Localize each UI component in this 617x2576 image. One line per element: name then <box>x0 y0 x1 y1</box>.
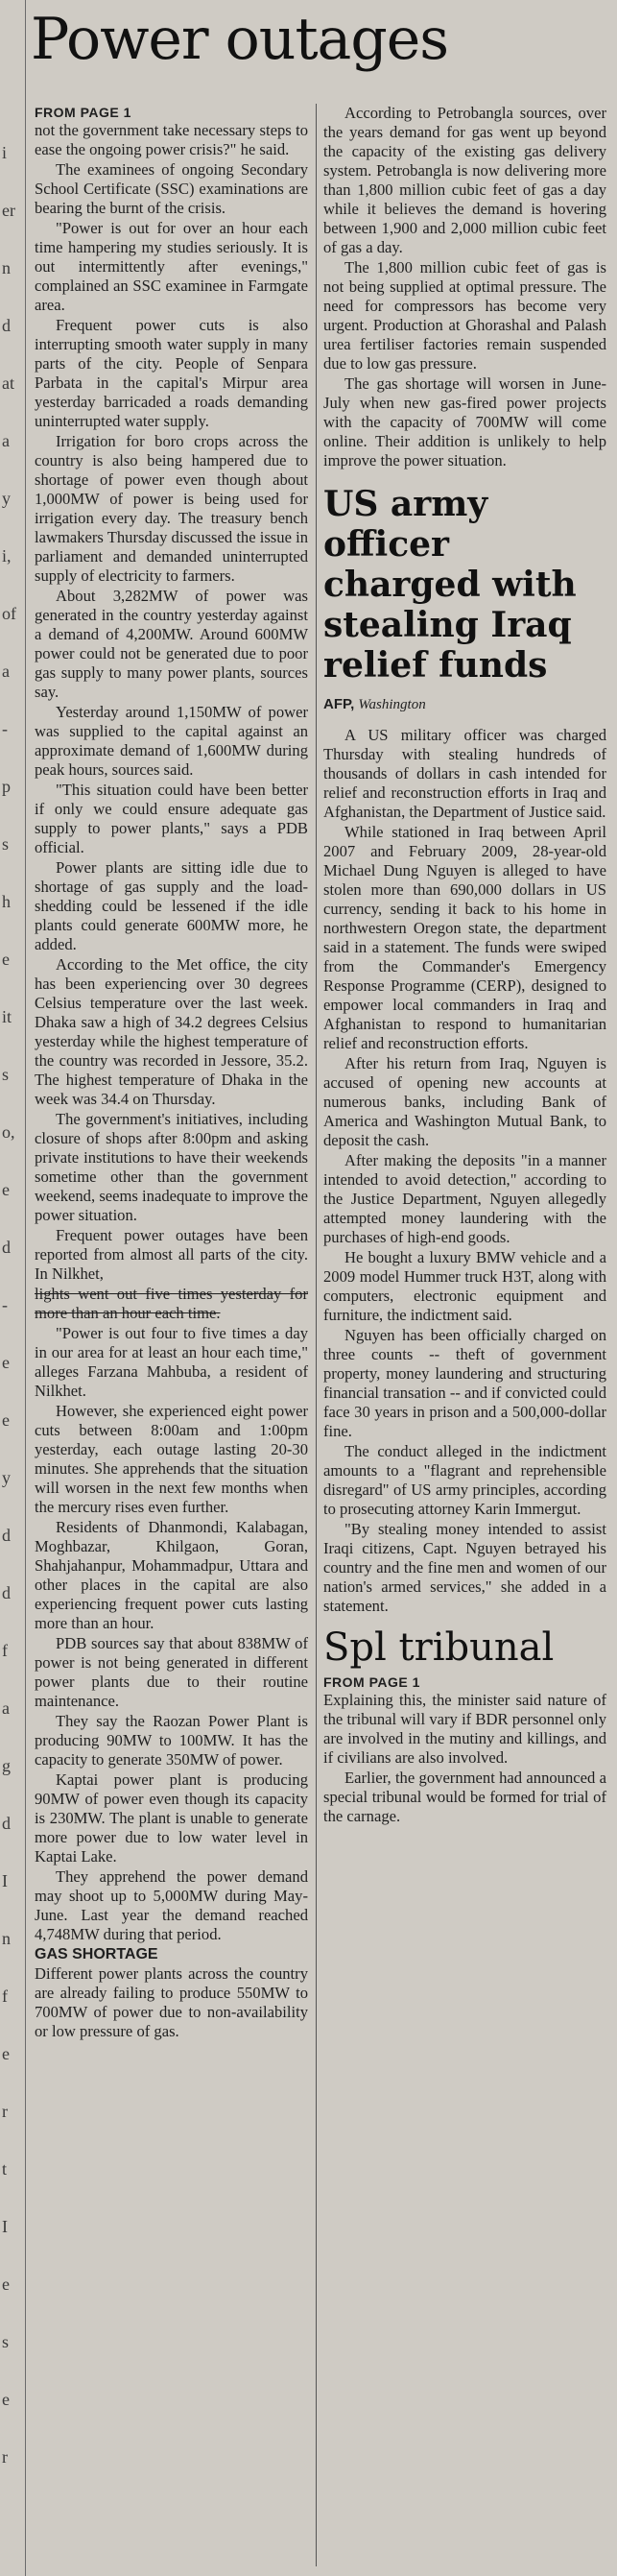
article-paragraph: Frequent power outages have been reported from almost all parts of the city. In Nilkhet, <box>35 1226 308 1283</box>
article-paragraph: Nguyen has been officially charged on three counts -- theft of government property, money laundering and structuring financial transation -- and if convicted could face 30 years in prison and a 500,000-dollar fine. <box>323 1326 606 1440</box>
article-paragraph: Irrigation for boro crops across the country is also being hampered due to shortage of power even though about 1,000MW of power is being used for irrigation every day. The treasury bench lawmakers Thursday discussed the issue in parliament and demanded uninterrupted supply of electricity to farmers. <box>35 432 308 585</box>
story-headline: Spl tribunal <box>323 1625 555 1670</box>
article-paragraph: The conduct alleged in the indictment amounts to a "flagrant and reprehensible disregard" of US army principles, according to prosecuting attorney Karin Immergut. <box>323 1442 606 1518</box>
margin-text-fragment: p <box>2 777 11 796</box>
story-headline: Power outages <box>31 6 449 73</box>
article-paragraph: Residents of Dhanmondi, Kalabagan, Moghbazar, Khilgaon, Goran, Shahjahanpur, Mohammadpur, Uttara and other places in the capital are also experiencing frequent power cuts lasting more than an hour. <box>35 1518 308 1632</box>
margin-text-fragment: i <box>2 143 8 162</box>
article-paragraph: Power plants are sitting idle due to shortage of gas supply and the load-shedding could be lessened if the idle plants could generate 600MW more, he added. <box>35 858 308 953</box>
article-paragraph: After making the deposits "in a manner intended to avoid detection," according to the Justice Department, Nguyen allegedly attempted money laundering with the purchases of high-end goods. <box>323 1151 606 1246</box>
article-paragraph: However, she experienced eight power cuts between 8:00am and 1:00pm yesterday, each outage lasting 20-30 minutes. She apprehends that the situation will worsen in the next few months when the mercury rises even further. <box>35 1402 308 1516</box>
margin-text-fragment: - <box>2 719 8 738</box>
margin-text-fragment: d <box>2 1583 11 1602</box>
margin-text-fragment: d <box>2 1526 11 1545</box>
margin-text-fragment: a <box>2 431 10 450</box>
jump-kicker: FROM PAGE 1 <box>35 105 131 120</box>
article-paragraph: They say the Raozan Power Plant is producing 90MW to 100MW. It has the capacity to generate 350MW of power. <box>35 1712 308 1769</box>
story-column-right <box>323 104 606 1827</box>
article-paragraph: Different power plants across the country are already failing to produce 550MW to 700MW of power due to non-availability or low pressure of gas. <box>35 1964 308 2040</box>
margin-text-fragment: y <box>2 489 11 508</box>
adjacent-column-fragment <box>0 0 26 2576</box>
article-paragraph: Explaining this, the minister said nature of the tribunal will vary if BDR personnel only are involved in the mutiny and killings, and if civilians are also involved. <box>323 1691 606 1767</box>
article-paragraph: Yesterday around 1,150MW of power was supplied to the capital against an approximate demand of 1,600MW during peak hours, sources said. <box>35 703 308 779</box>
article-paragraph: A US military officer was charged Thursday with stealing hundreds of thousands of dollars in cash intended for relief and reconstruction efforts in Iraq and Afghanistan, the Department of Justice said. <box>323 726 606 821</box>
margin-text-fragment: I <box>2 2217 8 2236</box>
article-paragraph: While stationed in Iraq between April 2007 and February 2009, 28-year-old Michael Dung Nguyen is alleged to have stolen more than 690,000 dollars in US currency, sending it back to his home in northwestern Oregon state, the department said in a statement. The funds were swiped from the Commander's Emergency Response Programme (CERP), designed to empower local commanders in Iraq and Afghanistan to respond to humanitarian relief and reconstruction efforts. <box>323 823 606 1052</box>
margin-text-fragment: f <box>2 1986 8 2006</box>
article-paragraph: not the government take necessary steps to ease the ongoing power crisis?" he said. <box>35 121 308 158</box>
byline-agency: AFP, <box>323 696 355 712</box>
article-paragraph: Kaptai power plant is producing 90MW of power even though its capacity is 230MW. The plant is unable to generate more power due to low water level in Kaptai Lake. <box>35 1770 308 1866</box>
margin-text-fragment: e <box>2 2390 10 2409</box>
column-divider <box>316 104 317 2566</box>
article-paragraph: About 3,282MW of power was generated in the country yesterday against a demand of 4,200MW. Around 600MW power could not be generated due to poor gas supply to many power plants, sources say. <box>35 587 308 701</box>
margin-text-fragment: s <box>2 834 10 854</box>
margin-text-fragment: f <box>2 1641 8 1660</box>
margin-text-fragment: a <box>2 1698 10 1718</box>
margin-text-fragment: d <box>2 1814 11 1833</box>
margin-text-fragment: it <box>2 1007 12 1026</box>
byline <box>323 695 606 714</box>
margin-text-fragment: d <box>2 316 11 335</box>
article-paragraph: "By stealing money intended to assist Iraqi citizens, Capt. Nguyen betrayed his country and the fine men and women of our nation's armed services," she added in a statement. <box>323 1520 606 1615</box>
margin-text-fragment: n <box>2 1929 11 1948</box>
article-paragraph: They apprehend the power demand may shoot up to 5,000MW during May-June. Last year the demand reached 4,748MW during that period. <box>35 1867 308 1943</box>
margin-text-fragment: e <box>2 1410 10 1430</box>
margin-text-fragment: t <box>2 2159 8 2179</box>
article-paragraph: "Power is out for over an hour each time hampering my studies seriously. It is out intermittently after evenings," complained an SSC examinee in Farmgate area. <box>35 219 308 314</box>
margin-text-fragment: s <box>2 1065 10 1084</box>
margin-text-fragment: I <box>2 1871 8 1890</box>
article-paragraph: After his return from Iraq, Nguyen is accused of opening new accounts at numerous banks, including Bank of America and Washington Mutual Bank, to deposit the cash. <box>323 1054 606 1149</box>
margin-text-fragment: n <box>2 258 11 277</box>
margin-text-fragment: i, <box>2 546 12 566</box>
article-paragraph: The examinees of ongoing Secondary School Certificate (SSC) examinations are bearing the burnt of the crisis. <box>35 160 308 217</box>
margin-text-fragment: h <box>2 892 11 911</box>
story-headline: US army officer charged with stealing Iraq relief funds <box>323 484 577 686</box>
article-paragraph: He bought a luxury BMW vehicle and a 2009 model Hummer truck H3T, along with computers, electronic equipment and furniture, the indictment said. <box>323 1248 606 1324</box>
margin-text-fragment: at <box>2 373 14 393</box>
article-paragraph: PDB sources say that about 838MW of power is not being generated in different power plants due to their routine maintenance. <box>35 1634 308 1710</box>
margin-text-fragment: - <box>2 1295 8 1314</box>
article-paragraph: According to Petrobangla sources, over the years demand for gas went up beyond the capacity of the existing gas delivery system. Petrobangla is now delivering more than 1,800 million cubic feet of gas a day while it believes the demand is hovering between 1,900 and 2,000 million cubic feet of gas a day. <box>323 104 606 256</box>
margin-text-fragment: d <box>2 1238 11 1257</box>
margin-text-fragment: e <box>2 1353 10 1372</box>
margin-text-fragment: of <box>2 604 16 623</box>
margin-text-fragment: r <box>2 2447 8 2467</box>
margin-text-fragment: s <box>2 2332 10 2351</box>
margin-text-fragment: g <box>2 1756 11 1775</box>
article-paragraph: According to the Met office, the city has been experiencing over 30 degrees Celsius temperature over the last week. Dhaka saw a high of 34.2 degrees Celsius yesterday while the highest temperature of the country was recorded in Jessore, 35.2. The highest temperature of Dhaka in the week was 34.4 on Thursday. <box>35 955 308 1108</box>
article-paragraph: "This situation could have been better if only we could ensure adequate gas supply to power plants," says a PDB official. <box>35 781 308 856</box>
article-paragraph: Frequent power cuts is also interrupting smooth water supply in many parts of the city. People of Senpara Parbata in the capital's Mirpur area yesterday barricaded a roads demanding uninterrupted water supply. <box>35 316 308 430</box>
story-column-left <box>35 104 308 2042</box>
margin-text-fragment: a <box>2 662 10 681</box>
article-paragraph: "Power is out four to five times a day in our area for at least an hour each time," alleges Farzana Mahbuba, a resident of Nilkhet. <box>35 1324 308 1400</box>
margin-text-fragment: r <box>2 2102 8 2121</box>
struck-text-line: lights went out five times yesterday for more than an hour each time. <box>35 1285 308 1322</box>
article-paragraph: Earlier, the government had announced a special tribunal would be formed for trial of the carnage. <box>323 1769 606 1825</box>
margin-text-fragment: e <box>2 1180 10 1199</box>
jump-kicker: FROM PAGE 1 <box>323 1674 420 1690</box>
article-paragraph: The 1,800 million cubic feet of gas is not being supplied at optimal pressure. The need for compressors has become very urgent. Production at Ghorashal and Palash urea fertiliser factories remain suspended due to low gas pressure. <box>323 258 606 373</box>
margin-text-fragment: e <box>2 2275 10 2294</box>
margin-text-fragment: e <box>2 2044 10 2063</box>
section-subhead: GAS SHORTAGE <box>35 1946 158 1962</box>
margin-text-fragment: y <box>2 1468 11 1487</box>
margin-text-fragment: o, <box>2 1122 15 1142</box>
byline-city: Washington <box>358 697 426 712</box>
article-paragraph: The gas shortage will worsen in June-July when new gas-fired power projects with the capacity of 700MW will come online. Their addition is unlikely to help improve the power situation. <box>323 374 606 469</box>
article-paragraph: The government's initiatives, including closure of shops after 8:00pm and asking private institutions to have their weekends sometime other than the government weekend, seems inadequate to improve the power situation. <box>35 1110 308 1224</box>
margin-text-fragment: e <box>2 950 10 969</box>
margin-text-fragment: er <box>2 201 15 220</box>
